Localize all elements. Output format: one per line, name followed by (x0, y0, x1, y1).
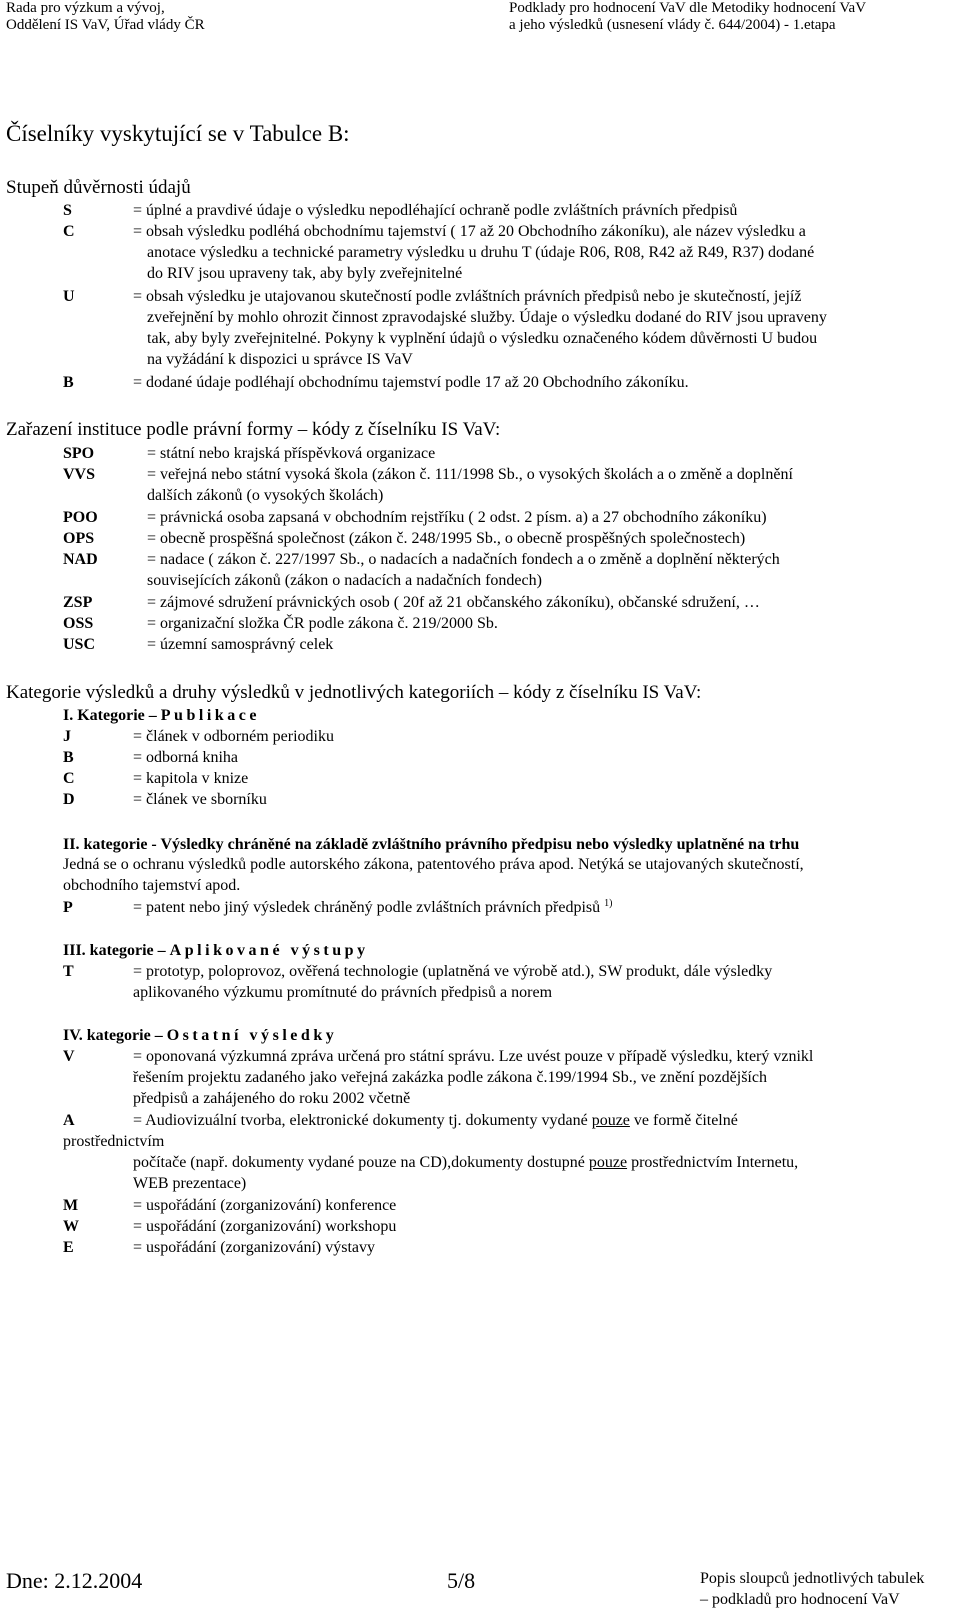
confidentiality-heading: Stupeň důvěrnosti údajů (6, 177, 191, 198)
code-v-desc: = oponovaná výzkumná zpráva určená pro státní správu. Lze uvést pouze v případě výsledku, který vznikl (133, 1048, 814, 1065)
code-u-desc-4: na vyžádání k dispozici u správce IS VaV (147, 351, 413, 368)
category-4-prefix: IV. kategorie – (63, 1027, 163, 1044)
code-u-desc: = obsah výsledku je utajovanou skutečností podle zvláštních právních předpisů nebo je skutečností, jejíž (133, 288, 802, 305)
code-ops: OPS (63, 530, 95, 547)
category-3-title (63, 940, 369, 961)
code-u-desc-3: tak, aby byly zveřejnitelné. Pokyny k vyplnění údajů o výsledku označeného kódem důvěrnosti U budou (147, 330, 818, 347)
code-j-desc: = článek v odborném periodiku (133, 728, 334, 745)
footer-section-title: Popis sloupců jednotlivých tabulek (700, 1570, 925, 1587)
code-oss: OSS (63, 615, 94, 632)
code-s: S (63, 202, 72, 219)
code-a-desc-2: prostřednictvím (63, 1133, 165, 1150)
code-nad: NAD (63, 551, 98, 568)
footnote-marker: 1) (604, 898, 613, 909)
category-1-name: Publikace (160, 707, 260, 724)
code-a-desc (133, 1110, 738, 1131)
code-p: P (63, 899, 73, 916)
page-title: Číselníky vyskytující se v Tabulce B: (6, 121, 350, 146)
code-poo-desc: = právnická osoba zapsaná v obchodním rejstříku ( 2 odst. 2 písm. a) a 27 obchodního zákoníku) (147, 509, 767, 526)
code-c-result: C (63, 770, 75, 787)
code-vvs-desc: = veřejná nebo státní vysoká škola (zákon č. 111/1998 Sb., o vysokých školách a o změně a doplnění (147, 466, 793, 483)
code-a-text-pre: = Audiovizuální tvorba, elektronické dokumenty tj. dokumenty vydané (133, 1112, 592, 1129)
code-c-desc-2: anotace výsledku a technické parametry výsledku u druhu T (údaje R06, R08, R42 až R49, R37) dodané (147, 244, 815, 261)
code-j: J (63, 728, 71, 745)
code-m: M (63, 1197, 79, 1214)
code-a-text3-underlined: pouze (588, 1154, 628, 1171)
code-s-desc: = úplné a pravdivé údaje o výsledku nepodléhající ochraně podle zvláštních právních předpisů (133, 202, 738, 219)
header-org: Rada pro výzkum a vývoj, (6, 0, 165, 16)
code-nad-desc: = nadace ( zákon č. 227/1997 Sb., o nadacích a nadačních fondech a o změně a doplnění některých (147, 551, 780, 568)
code-a-text-underlined: pouze (591, 1112, 630, 1129)
code-usc-desc: = územní samosprávný celek (147, 636, 334, 653)
code-d: D (63, 791, 75, 808)
category-3-prefix: III. kategorie – (63, 942, 166, 959)
code-u: U (63, 288, 75, 305)
header-dept: Oddělení IS VaV, Úřad vlády ČR (6, 17, 205, 33)
code-t-desc-2: aplikovaného výzkumu promítnuté do právních předpisů a norem (133, 984, 553, 1001)
category-2-desc-2: obchodního tajemství apod. (63, 877, 241, 894)
code-a-text3-pre: počítače (např. dokumenty vydané pouze na CD),dokumenty dostupné (133, 1154, 589, 1171)
code-w-desc: = uspořádání (zorganizování) workshopu (133, 1218, 397, 1235)
code-b-result-desc: = odborná kniha (133, 749, 238, 766)
code-spo: SPO (63, 445, 95, 462)
institution-heading: Zařazení instituce podle právní formy – kódy z číselníku IS VaV: (6, 419, 501, 440)
category-2-desc: Jedná se o ochranu výsledků podle autorského zákona, patentového práva apod. Netýká se utajovaných skutečností, (63, 856, 804, 873)
footer-page-number: 5/8 (447, 1568, 476, 1593)
code-e-desc: = uspořádání (zorganizování) výstavy (133, 1239, 375, 1256)
category-4-name: Ostatní výsledky (166, 1027, 338, 1044)
code-d-desc: = článek ve sborníku (133, 791, 267, 808)
code-b-desc: = dodané údaje podléhají obchodnímu tajemství podle 17 až 20 Obchodního zákoníku. (133, 374, 689, 391)
code-a-desc-3 (133, 1152, 798, 1173)
code-v-desc-3: předpisů a zahájeného do roku 2002 včetně (133, 1090, 411, 1107)
code-c-desc-3: do RIV jsou upraveny tak, aby byly zveřejnitelné (147, 265, 463, 282)
code-b-result: B (63, 749, 74, 766)
code-a-text-post: ve formě čitelné (629, 1112, 738, 1129)
category-1-prefix: I. Kategorie – (63, 707, 157, 724)
results-heading: Kategorie výsledků a druhy výsledků v jednotlivých kategoriích – kódy z číselníku IS VaV: (6, 682, 702, 703)
code-oss-desc: = organizační složka ČR podle zákona č. 219/2000 Sb. (147, 615, 498, 632)
code-vvs: VVS (63, 466, 96, 483)
code-e: E (63, 1239, 74, 1256)
code-m-desc: = uspořádání (zorganizování) konference (133, 1197, 397, 1214)
category-3-name: Aplikované výstupy (169, 942, 369, 959)
category-4-title (63, 1025, 337, 1046)
category-2-title: II. kategorie - Výsledky chráněné na základě zvláštního právního předpisu nebo výsledky uplatněné na trhu (63, 836, 800, 853)
code-a-desc-4: WEB prezentace) (133, 1175, 247, 1192)
header-doc-subtitle: a jeho výsledků (usnesení vlády č. 644/2004) - 1.etapa (509, 17, 836, 33)
code-a: A (63, 1112, 75, 1129)
code-c-desc: = obsah výsledku podléhá obchodnímu tajemství ( 17 až 20 Obchodního zákoníku), ale název výsledku a (133, 223, 806, 240)
code-t-desc: = prototyp, poloprovoz, ověřená technologie (uplatněná ve výrobě atd.), SW produkt, dále výsledky (133, 963, 773, 980)
code-poo: POO (63, 509, 98, 526)
category-1-title (63, 705, 260, 726)
code-vvs-desc-2: dalších zákonů (o vysokých školách) (147, 487, 384, 504)
code-a-text3-post: prostřednictvím Internetu, (627, 1154, 799, 1171)
code-zsp-desc: = zájmové sdružení právnických osob ( 20f až 21 občanského zákoníku), občanské sdružení, … (147, 594, 760, 611)
code-v-desc-2: řešením projektu zadaného jako veřejná zakázka podle zákona č.199/1994 Sb., ve znění pozdějších (133, 1069, 767, 1086)
code-usc: USC (63, 636, 96, 653)
header-doc-title: Podklady pro hodnocení VaV dle Metodiky hodnocení VaV (509, 0, 867, 16)
code-zsp: ZSP (63, 594, 93, 611)
code-w: W (63, 1218, 79, 1235)
code-t: T (63, 963, 74, 980)
code-u-desc-2: zveřejnění by mohlo ohrozit činnost zpravodajské služby. Údaje o výsledku dodané do RIV jsou upraveny (147, 309, 827, 326)
code-b: B (63, 374, 74, 391)
code-spo-desc: = státní nebo krajská příspěvková organizace (147, 445, 436, 462)
footer-section-subtitle: – podkladů pro hodnocení VaV (700, 1591, 900, 1608)
code-c-result-desc: = kapitola v knize (133, 770, 249, 787)
code-nad-desc-2: souvisejících zákonů (zákon o nadacích a nadačních fondech) (147, 572, 542, 589)
code-c: C (63, 223, 75, 240)
code-p-text: = patent nebo jiný výsledek chráněný podle zvláštních právních předpisů (133, 899, 601, 916)
code-ops-desc: = obecně prospěšná společnost (zákon č. 248/1995 Sb., o obecně prospěšných společnostech) (147, 530, 746, 547)
code-v: V (63, 1048, 75, 1065)
code-p-desc (133, 897, 612, 918)
footer-date: Dne: 2.12.2004 (6, 1568, 143, 1593)
